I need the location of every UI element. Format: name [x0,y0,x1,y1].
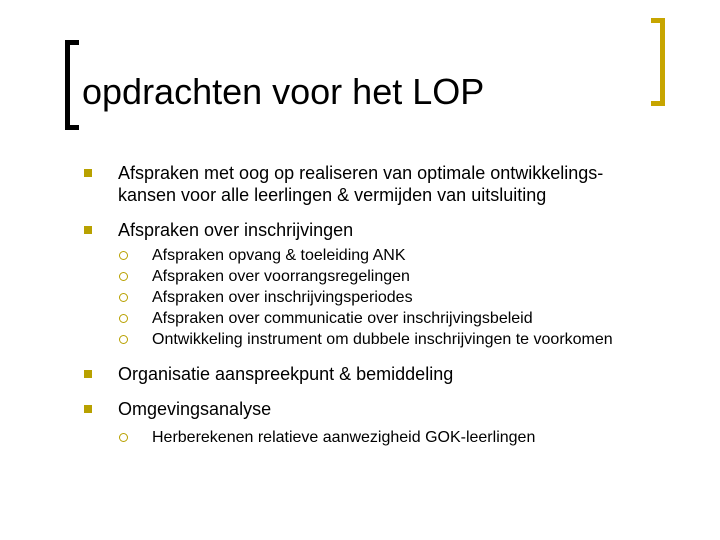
bullet-text-line: kansen voor alle leerlingen & vermijden van uitsluiting [118,185,547,205]
bullet-text-line: Omgevingsanalyse [118,399,272,419]
sub-bullet-text: Ontwikkeling instrument om dubbele inschrijvingen te voorkomen [152,331,613,348]
slide-title: opdrachten voor het LOP [82,71,485,112]
square-bullet-icon [84,169,92,177]
square-bullet-icon [84,405,92,413]
circle-bullet-icon [119,433,128,442]
circle-bullet-icon [119,272,128,281]
square-bullet-icon [84,370,92,378]
circle-bullet-icon [119,335,128,344]
sub-bullet-text: Herberekenen relatieve aanwezigheid GOK-leerlingen [152,429,536,446]
sub-bullet-text: Afspraken over inschrijvingsperiodes [152,289,413,306]
sub-bullet-text: Afspraken over voorrangsregelingen [152,268,410,285]
circle-bullet-icon [119,314,128,323]
circle-bullet-icon [119,293,128,302]
bullet-text-line: Afspraken met oog op realiseren van optimale ontwikkelings- [118,163,604,183]
sub-bullet-text: Afspraken over communicatie over inschrijvingsbeleid [152,310,533,327]
bullet-text-line: Afspraken over inschrijvingen [118,220,354,240]
circle-bullet-icon [119,251,128,260]
sub-bullet-text: Afspraken opvang & toeleiding ANK [152,247,406,264]
bullet-text-line: Organisatie aanspreekpunt & bemiddeling [118,364,454,384]
square-bullet-icon [84,226,92,234]
